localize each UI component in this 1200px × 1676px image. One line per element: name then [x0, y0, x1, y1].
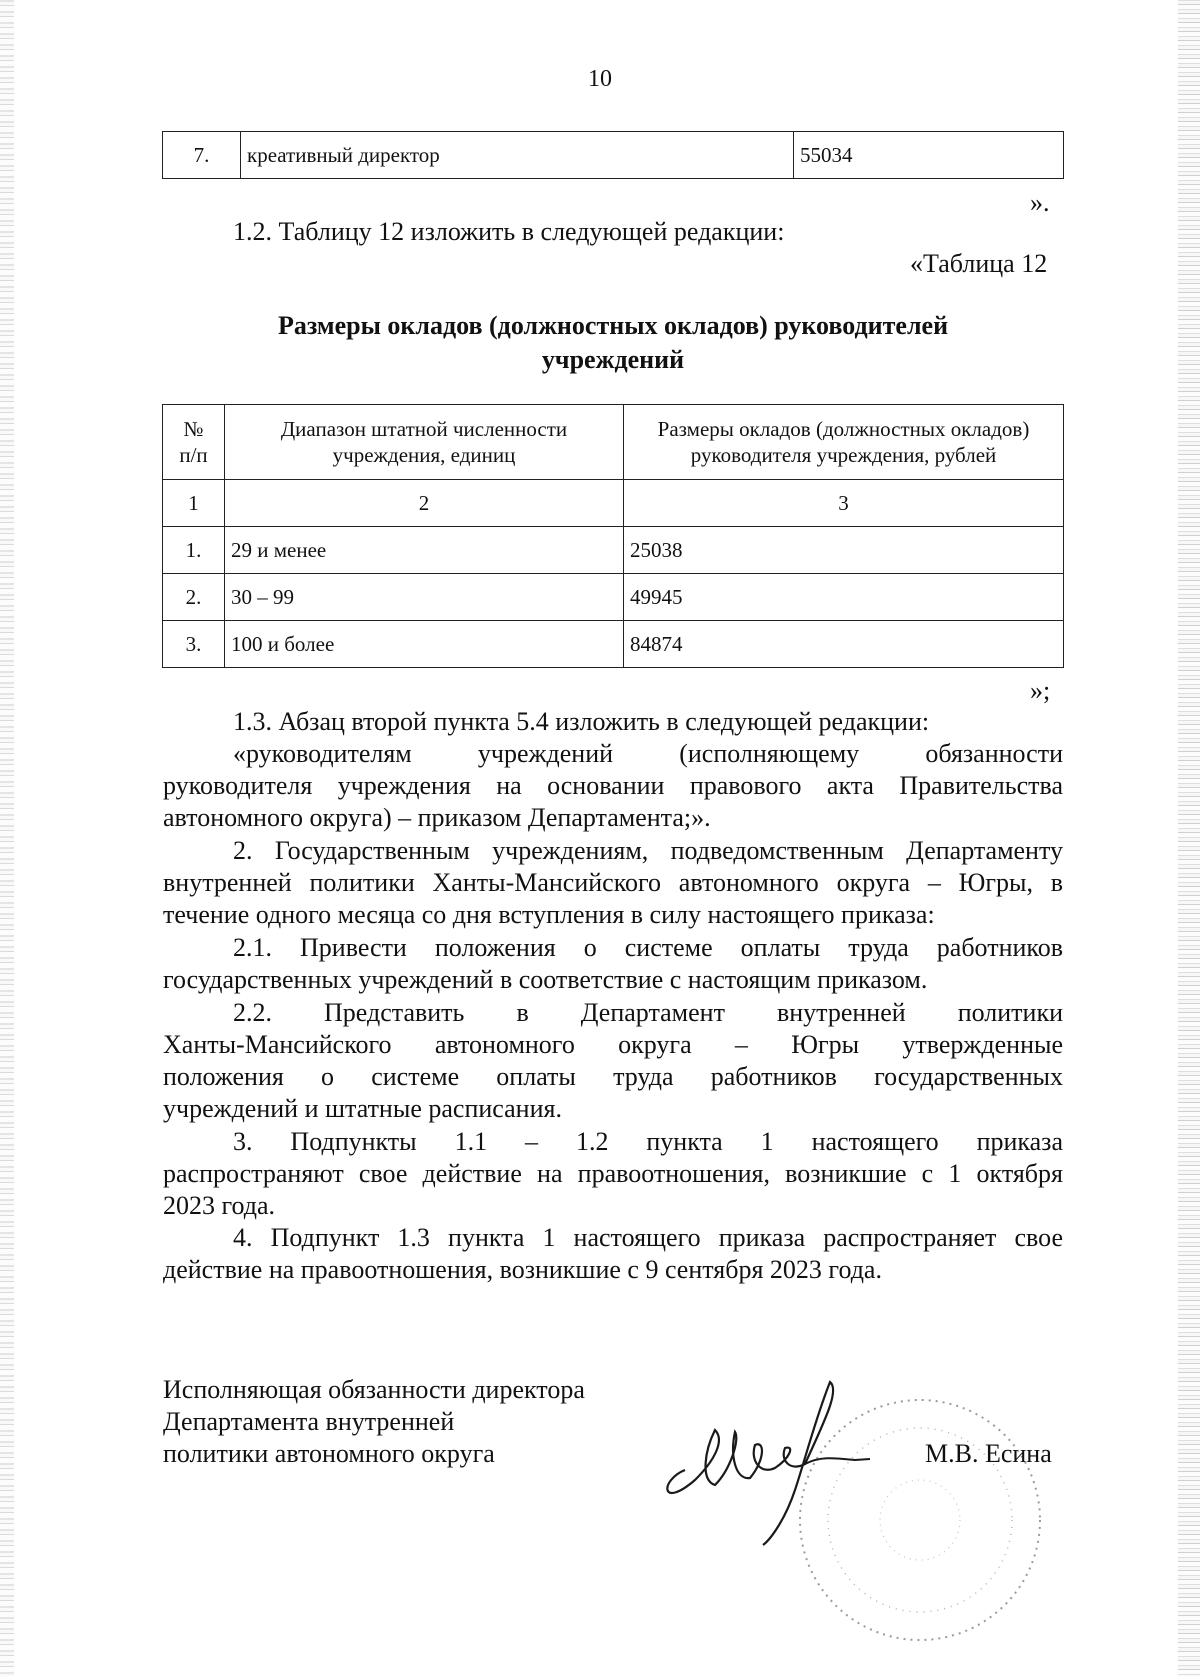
header-range	[225, 405, 624, 480]
header-text: Размеры окладов (должностных окладов)	[657, 417, 1030, 441]
row-value: 55034	[794, 132, 1064, 179]
table-row	[163, 527, 1064, 574]
table-label: «Таблица 12	[910, 249, 1048, 278]
position-line: политики автономного округа	[163, 1439, 495, 1468]
paragraph-line: учреждений и штатные расписания.	[163, 1094, 562, 1123]
position-line: Исполняющая обязанности директора	[163, 1375, 585, 1404]
header-text: п/п	[179, 443, 208, 467]
row-range: 30 – 99	[225, 574, 624, 621]
paragraph-line: 2.1. Привести положения о системе оплаты труда работников	[233, 933, 1063, 962]
header-text: Диапазон штатной численности	[280, 417, 568, 441]
column-number: 2	[225, 480, 624, 527]
paragraph-line: течение одного месяца со дня вступления в силу настоящего приказа:	[163, 900, 935, 929]
paragraph-line: «руководителям учреждений (исполняющему обязанности	[233, 739, 1063, 768]
paragraph-line: распространяют свое действие на правоотношения, возникшие с 1 октября	[163, 1159, 1063, 1188]
paragraph-line: Ханты-Мансийского автономного округа – Югры утвержденные	[163, 1030, 1063, 1059]
row-number: 3.	[163, 621, 225, 668]
table-header-row	[163, 405, 1064, 480]
table-row	[163, 132, 1064, 179]
row-salary: 84874	[624, 621, 1064, 668]
position-line: Департамента внутренней	[163, 1407, 455, 1436]
table-row	[163, 574, 1064, 621]
row-range: 29 и менее	[225, 527, 624, 574]
header-salary	[624, 405, 1064, 480]
column-number: 1	[163, 480, 225, 527]
paragraph-line: 2. Государственным учреждениям, подведомственным Департаменту	[233, 836, 1063, 865]
closing-quote: ».	[1030, 188, 1050, 217]
row-title: креативный директор	[241, 132, 794, 179]
row-range: 100 и более	[225, 621, 624, 668]
column-number-row	[163, 480, 1064, 527]
paragraph-line: внутренней политики Ханты-Мансийского автономного округа – Югры, в	[163, 868, 1063, 897]
item-1-2: 1.2. Таблицу 12 изложить в следующей редакции:	[233, 217, 785, 246]
header-text: руководителя учреждения, рублей	[690, 443, 997, 467]
scan-edge-left	[0, 0, 14, 1676]
table-title-line-1: Размеры окладов (должностных окладов) руководителей	[277, 311, 949, 340]
closing-quote: »;	[1030, 676, 1051, 705]
scan-edge-right	[1178, 0, 1200, 1676]
previous-table-fragment	[162, 131, 1064, 179]
signatory-position	[163, 1374, 585, 1470]
header-text: №	[183, 417, 204, 441]
row-salary: 49945	[624, 574, 1064, 621]
paragraph-line: 4. Подпункт 1.3 пункта 1 настоящего приказа распространяет свое	[233, 1223, 1063, 1252]
paragraph-line: руководителя учреждения на основании правового акта Правительства	[163, 771, 1063, 800]
paragraph-line: государственных учреждений в соответствие с настоящим приказом.	[163, 965, 928, 994]
salary-table	[162, 404, 1064, 668]
signer-name: М.В. Есина	[925, 1439, 1052, 1468]
signature-icon	[655, 1360, 885, 1550]
item-1-3: 1.3. Абзац второй пункта 5.4 изложить в следующей редакции:	[233, 707, 930, 736]
table-row	[163, 621, 1064, 668]
page-number: 10	[588, 66, 612, 92]
row-number: 1.	[163, 527, 225, 574]
paragraph-line: 2.2. Представить в Департамент внутренней политики	[233, 998, 1063, 1027]
paragraph-line: действие на правоотношения, возникшие с 9 сентября 2023 года.	[163, 1255, 882, 1284]
header-number	[163, 405, 225, 480]
table-title-line-2: учреждений	[541, 345, 685, 374]
paragraph-line: положения о системе оплаты труда работников государственных	[163, 1062, 1063, 1091]
header-text: учреждения, единиц	[332, 443, 516, 467]
row-salary: 25038	[624, 527, 1064, 574]
row-number: 2.	[163, 574, 225, 621]
column-number: 3	[624, 480, 1064, 527]
paragraph-line: 3. Подпункты 1.1 – 1.2 пункта 1 настоящего приказа	[233, 1127, 1063, 1156]
row-number: 7.	[163, 132, 241, 179]
paragraph-line: автономного округа) – приказом Департамента;».	[163, 803, 711, 832]
paragraph-line: 2023 года.	[163, 1191, 276, 1220]
